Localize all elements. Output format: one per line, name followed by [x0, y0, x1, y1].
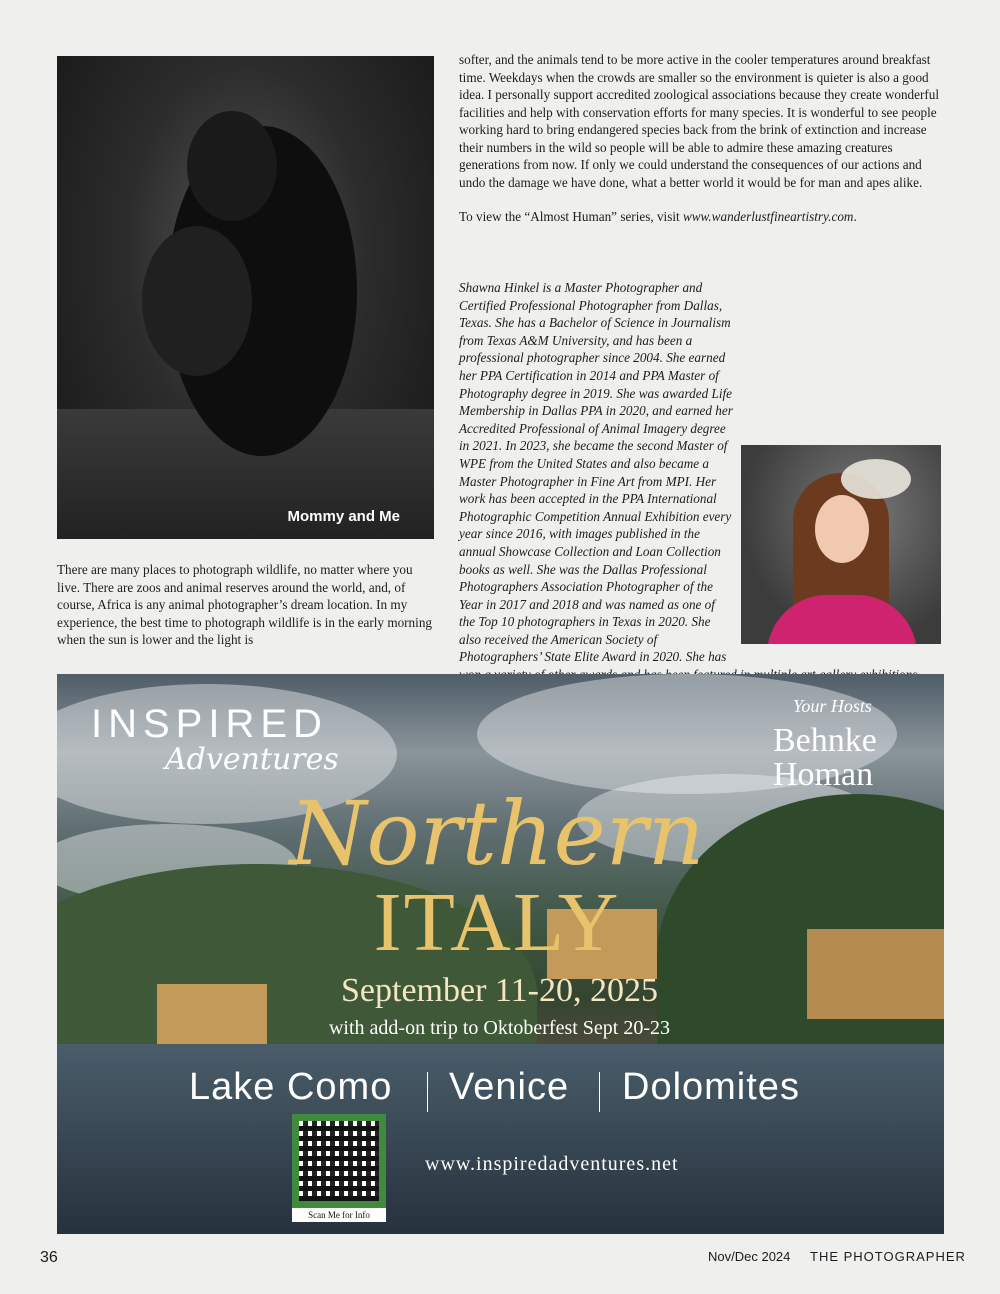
fascinator-hat: [841, 459, 911, 499]
baby-chimp-shape: [142, 226, 252, 376]
article-paragraph-start: There are many places to photograph wildlife, no matter where you live. There are zoos and animal reserves around the world, and, of course, Africa is any animal photographer’s dream location. In my experience, the best time to photograph wildlife is in the early morning when the sun is lower and the light is: [57, 562, 433, 647]
ad-title-line2: ITALY: [373, 876, 621, 969]
issue-date: Nov/Dec 2024: [708, 1249, 791, 1264]
author-bio-text: Shawna Hinkel is a Master Photographer and Certified Professional Photographer from Dallas, Texas. She has a Bachelor of Science in Journalism from Texas A&M University, and has been a professional photographer since 2004. She earned her PPA Certification in 2014 and PPA Master of Photography degree in 2019. She was awarded Life Membership in Dallas PPA in 2020, and earned her Accredited Professional of Animal Imagery degree in 2021. In 2023, she became the second Master of WPE from the United States and also became a Master Photographer in Fine Art from MPI. Her work has been accepted in the PPA International Photographic Competition Annual Exhibition every year since 2016, with images published in the annual Showcase Collection and Loan Collection books as well. She was the Dallas Professional Photographers Association Photographer of the Year in 2017 and 2018 and was named as one of the Top 10 photographers in Texas in 2020. She also received the American Society of Photographers’ State Elite Award in 2020. She has: [459, 280, 733, 665]
ad-brand-name: INSPIRED: [91, 702, 328, 746]
series-link-intro: To view the “Almost Human” series, visit: [459, 209, 680, 224]
qr-code[interactable]: [292, 1114, 386, 1208]
ad-destination: Lake Como: [189, 1066, 393, 1108]
website-link[interactable]: www.wanderlustfineartistry.com: [682, 209, 854, 224]
qr-code-label: Scan Me for Info: [292, 1208, 386, 1222]
article-text-continued: [459, 51, 944, 243]
travel-advertisement[interactable]: [57, 674, 944, 1234]
ad-destination: Venice: [449, 1066, 570, 1108]
ad-destination-divider: [599, 1072, 600, 1112]
ad-destination: Dolomites: [622, 1066, 800, 1108]
chimpanzee-photo: [57, 56, 434, 539]
ad-website-url[interactable]: www.inspiredadventures.net: [425, 1153, 679, 1175]
qr-code-pattern: [299, 1121, 379, 1201]
adult-chimp-head-shape: [187, 111, 277, 221]
page-number: 36: [40, 1249, 58, 1266]
ad-brand-subtitle: Adventures: [165, 742, 339, 777]
ad-host-name: Behnke: [773, 722, 877, 759]
ad-title-line1: Northern: [289, 782, 705, 885]
author-portrait: [741, 445, 941, 644]
photo-caption: Mommy and Me: [287, 508, 400, 525]
ad-host-name: Homan: [773, 756, 874, 793]
magazine-name: THE PHOTOGRAPHER: [810, 1249, 966, 1264]
ad-trip-dates: September 11-20, 2025: [341, 972, 658, 1009]
series-link-paragraph: To view the “Almost Human” series, visit www.wanderlustfineartistry.com.: [459, 209, 857, 224]
ad-hosts-label: Your Hosts: [793, 696, 872, 716]
ad-destination-divider: [427, 1072, 428, 1112]
article-paragraph: softer, and the animals tend to be more active in the cooler temperatures around breakfast time. Weekdays when the crowds are smaller so the environment is quieter is also a good idea. I personally support accredited zoological associations because they create wonderful facilities and help with conservation efforts for many species. It is wonderful to see people working hard to bring endangered species back from the brink of extinction and increase their numbers in the wild so people will be able to admire these amazing creatures generations from now. If only we could understand the consequences of our actions and undo the damage we have done, what a better world it would be for man and apes alike.: [459, 52, 940, 190]
ad-addon-trip: with add-on trip to Oktoberfest Sept 20-23: [328, 1017, 671, 1039]
